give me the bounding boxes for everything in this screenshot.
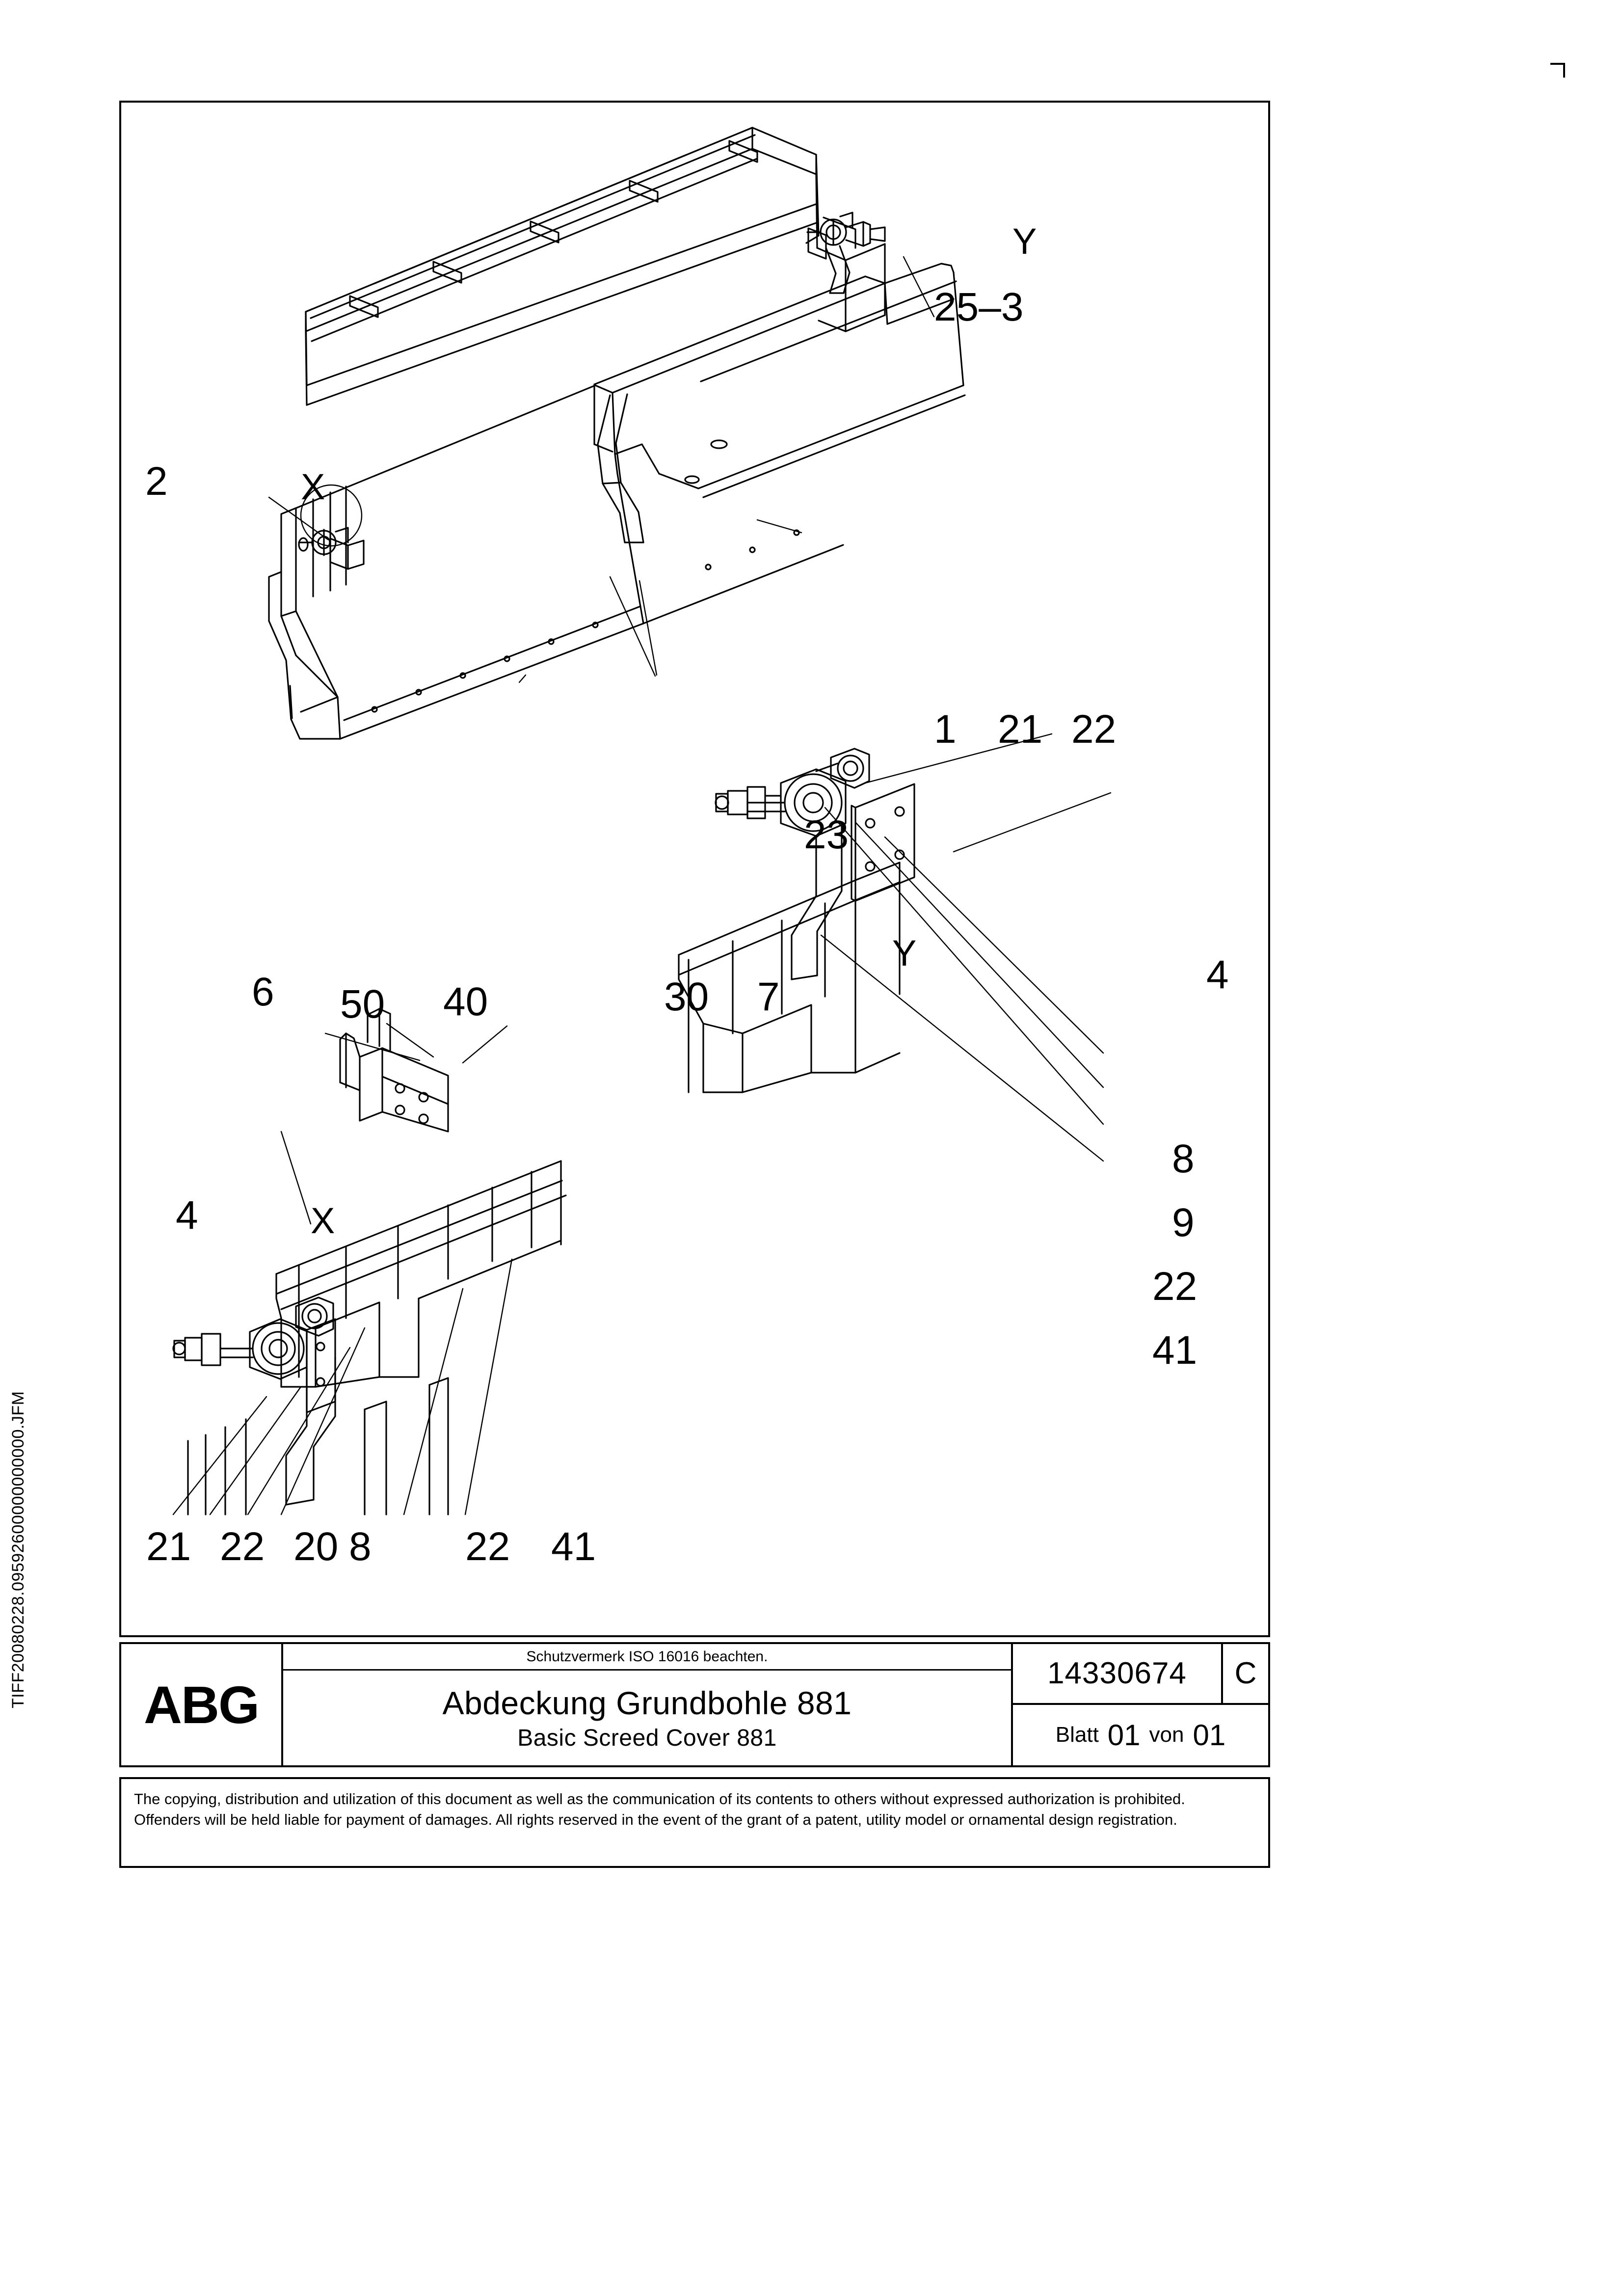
revision-letter: C [1234, 1656, 1257, 1691]
callout-41-right: 41 [1152, 1328, 1197, 1373]
sheet-number: 01 [1107, 1718, 1141, 1752]
callout-6: 6 [252, 970, 274, 1014]
of-label: von [1149, 1723, 1184, 1747]
title-block [119, 1642, 1270, 1767]
callout-9-right: 9 [1172, 1200, 1195, 1245]
sheet-label: Blatt [1055, 1723, 1099, 1747]
callout-21-bottom: 21 [146, 1524, 191, 1569]
callout-7: 7 [757, 974, 780, 1019]
title-center-cell [283, 1644, 1013, 1765]
legal-notice: The copying, distribution and utilization of this document as well as the communication of its contents to others without expressed authorization is prohibited. Offenders will be held liable for payment of damages. All rights reserved in the event of the grant of a patent, utility model or ornamental design registration. [119, 1777, 1270, 1868]
callout-21-top: 21 [998, 707, 1043, 752]
abg-logo: ABG [144, 1675, 259, 1734]
callout-40: 40 [443, 979, 488, 1024]
callout-8-bottom: 8 [349, 1524, 372, 1569]
technical-drawing-area [119, 101, 1270, 1637]
callout-1: 1 [934, 707, 957, 752]
callout-8-right: 8 [1172, 1136, 1195, 1181]
logo-cell [121, 1644, 283, 1765]
detail-marker-y: Y [892, 933, 917, 973]
callout-23: 23 [804, 812, 849, 857]
callout-4-left: 4 [176, 1193, 198, 1238]
callout-50: 50 [340, 982, 385, 1026]
detail-marker-x: X [311, 1200, 335, 1241]
sheet-row [1013, 1705, 1268, 1766]
callout-20-bottom: 20 [293, 1524, 339, 1569]
drawing-number-row [1013, 1644, 1268, 1705]
protection-note: Schutzvermerk ISO 16016 beachten. [283, 1644, 1011, 1671]
callout-22-bottom-2: 22 [465, 1524, 510, 1569]
detail-marker-y-top: Y [1012, 221, 1037, 262]
film-archive-code: TIFF20080228.09592600000000000.JFM [9, 1391, 27, 1708]
sheet-total: 01 [1193, 1718, 1226, 1752]
drawing-number: 14330674 [1013, 1644, 1223, 1703]
callout-22-right: 22 [1152, 1264, 1197, 1309]
callout-22-top: 22 [1071, 707, 1117, 752]
title-english: Basic Screed Cover 881 [517, 1725, 777, 1751]
assembly-line-art [119, 101, 1270, 1637]
callout-30: 30 [664, 974, 709, 1019]
callout-25-3: 25–3 [934, 285, 1024, 329]
title-german: Abdeckung Grundbohle 881 [442, 1685, 852, 1721]
callout-4-right: 4 [1206, 952, 1229, 997]
callout-2: 2 [145, 459, 168, 504]
detail-marker-x-top: X [301, 466, 325, 507]
callout-22-bottom: 22 [220, 1524, 265, 1569]
title-right-cell [1013, 1644, 1268, 1765]
corner-registration-mark [1550, 63, 1565, 78]
callout-41-bottom: 41 [551, 1524, 596, 1569]
title-texts [283, 1671, 1011, 1765]
